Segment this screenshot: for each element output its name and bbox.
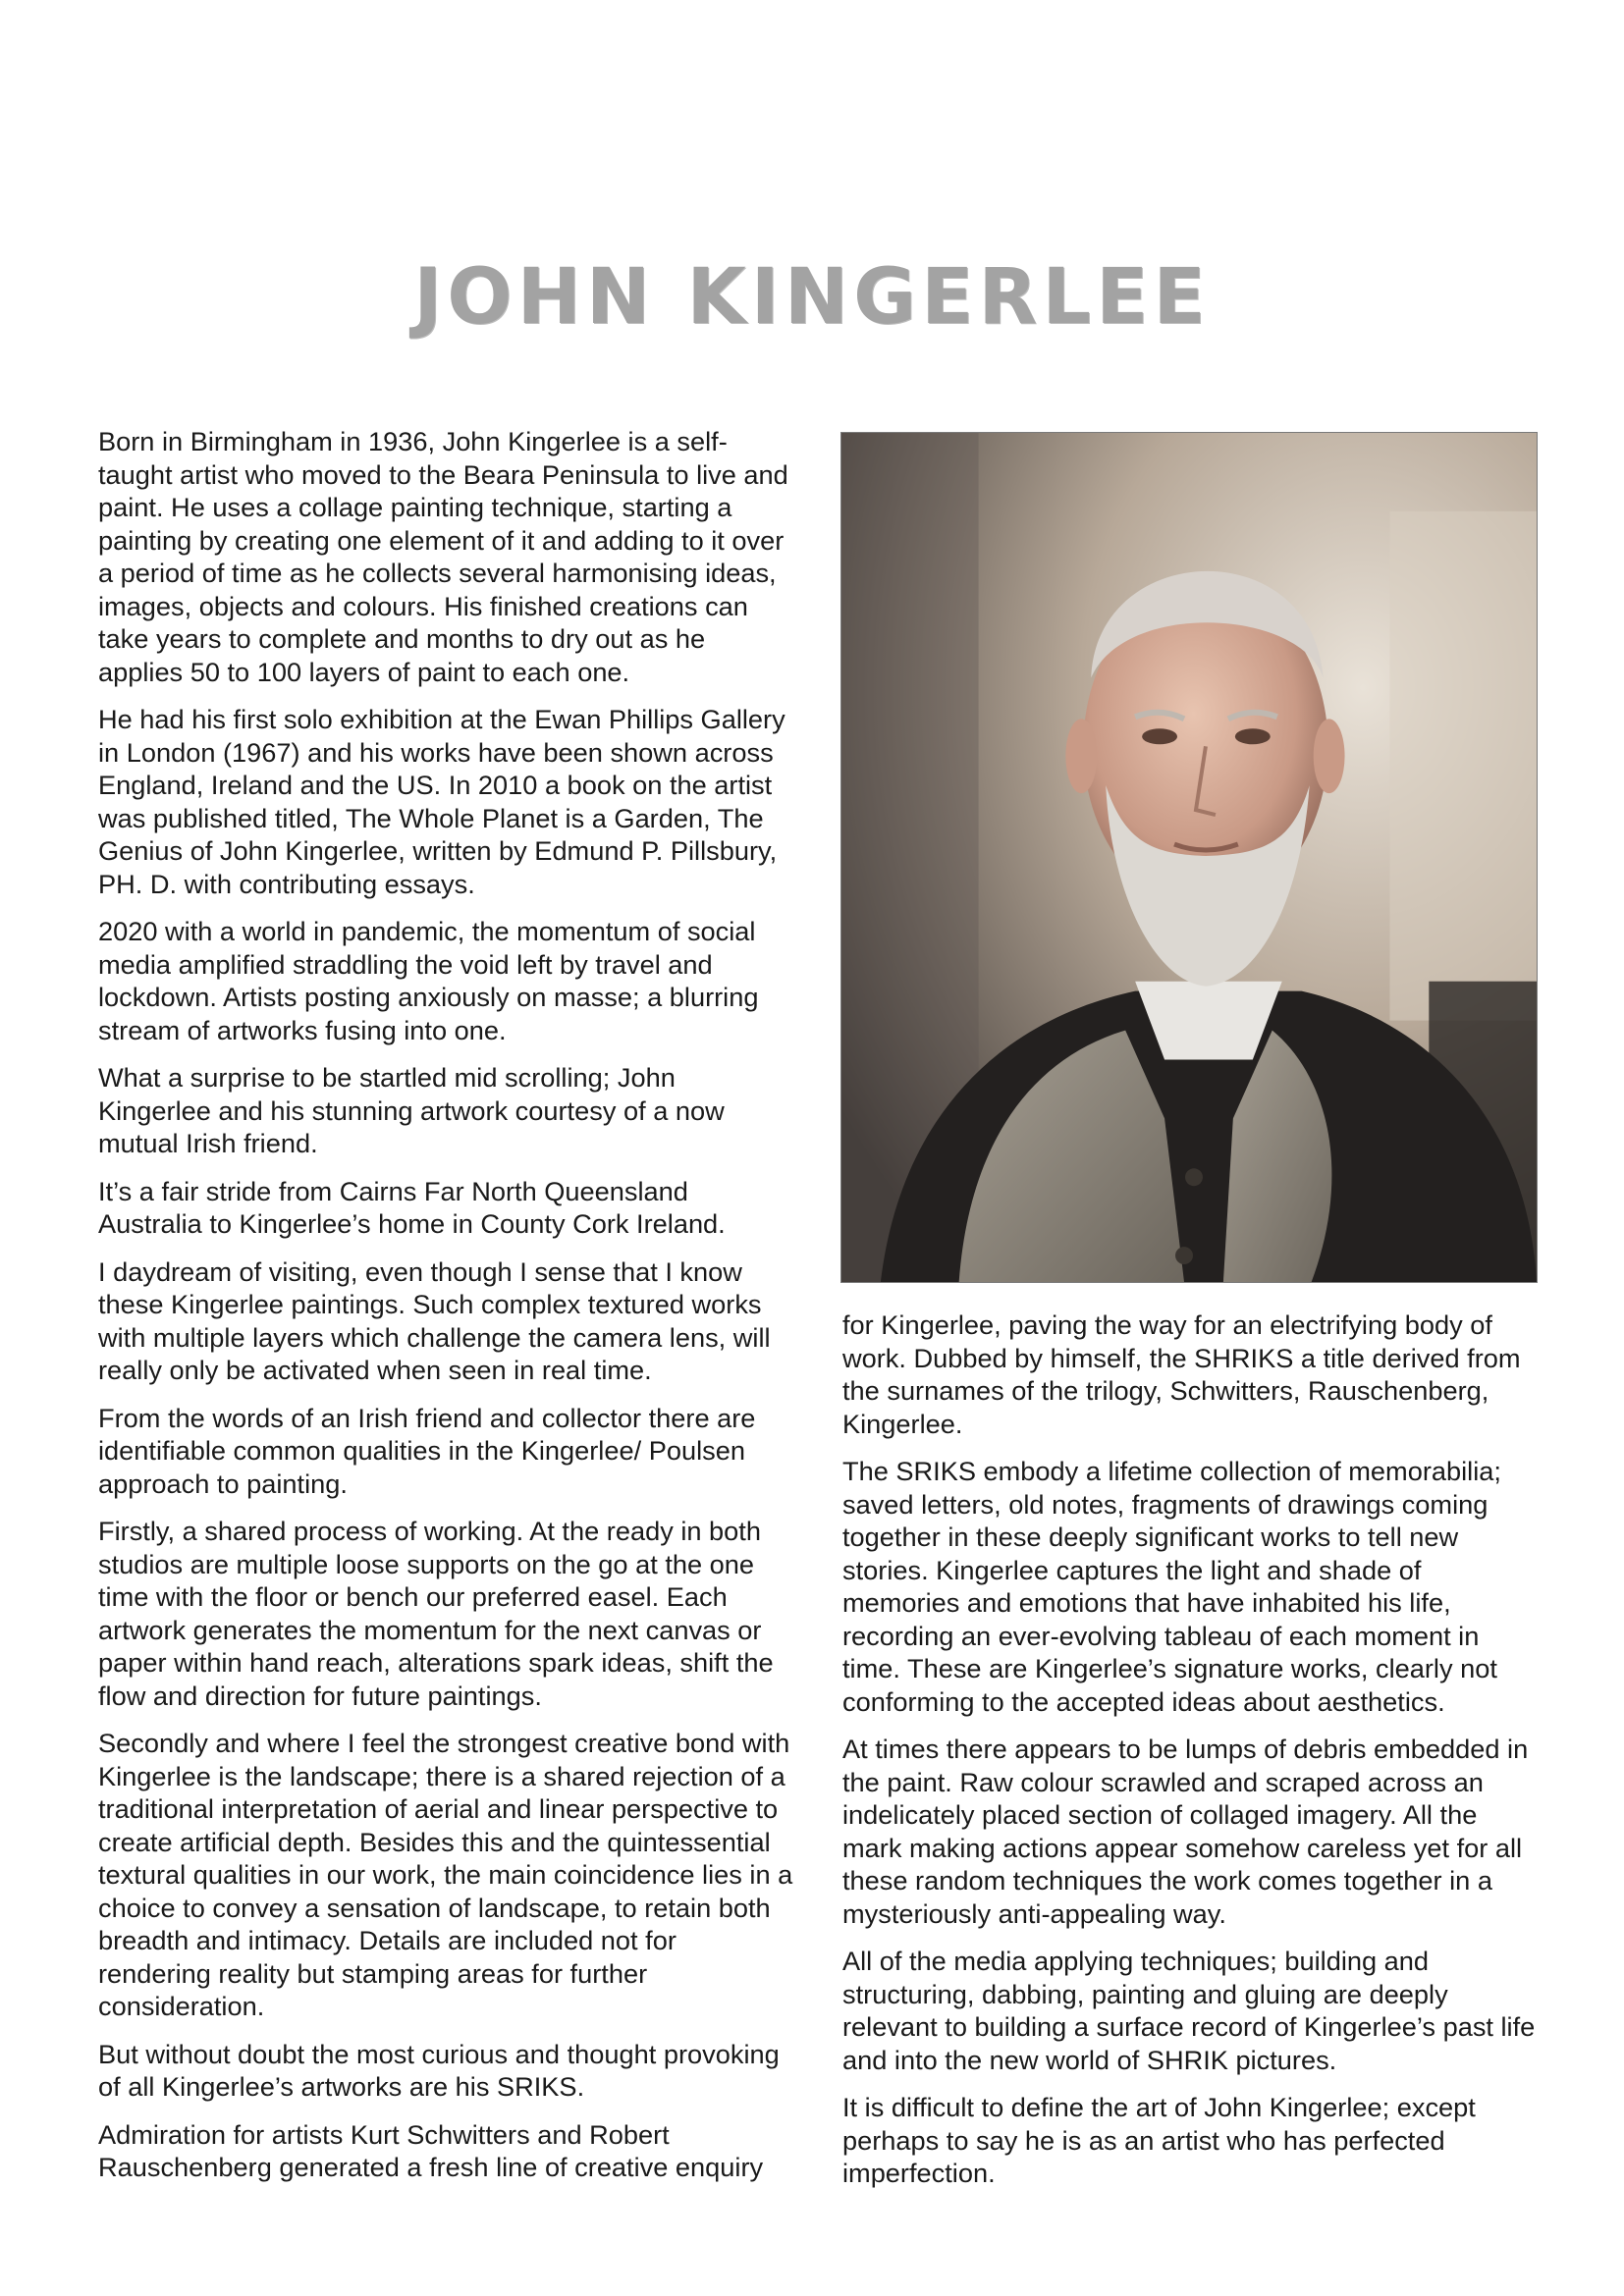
paragraph: Firstly, a shared process of working. At the ready in both studios are multiple loose supports on the go at the one time with the floor or bench our preferred easel. Each artwork generates the momentum for the next canvas or paper within hand reach, alterations spark ideas, shift the flow and direction for future paintings.	[98, 1516, 774, 1711]
paragraph: It is difficult to define the art of John Kingerlee; except perhaps to say he is as an artist who has perfected imperfection.	[842, 2092, 1476, 2188]
paragraph: Admiration for artists Kurt Schwitters and Robert Rauschenberg generated a fresh line of creative enquiry	[98, 2118, 764, 2182]
paragraph: At times there appears to be lumps of debris embedded in the paint. Raw colour scrawled and scraped across an indelicately placed section of collaged imagery. All the mark making actions appear somehow careless yet for all these random techniques the work comes together in a mysteriously anti-appealing way.	[842, 1734, 1529, 1929]
right-column	[842, 1308, 1542, 2205]
paragraph: 2020 with a world in pandemic, the momentum of social media amplified straddling the void left by travel and lockdown. Artists posting anxiously on masse; a blurring stream of artworks fusing into one.	[98, 916, 759, 1045]
paragraph: It’s a fair stride from Cairns Far North Queensland Australia to Kingerlee’s home in County Cork Ireland.	[98, 1175, 726, 1239]
paragraph: for Kingerlee, paving the way for an electrifying body of work. Dubbed by himself, the SHRIKS a title derived from the surnames of the trilogy, Schwitters, Rauschenberg, Kingerlee.	[842, 1309, 1521, 1439]
paragraph: All of the media applying techniques; building and structuring, dabbing, painting and gluing are deeply relevant to building a surface record of Kingerlee’s past life and into the new world of SHRIK pictures.	[842, 1946, 1536, 2075]
paragraph: Secondly and where I feel the strongest creative bond with Kingerlee is the landscape; there is a shared rejection of a traditional interpretation of aerial and linear perspective to create artificial depth. Besides this and the quintessential textural qualities in our work, the main coincidence lies in a choice to convey a sensation of landscape, to retain both breadth and intimacy. Details are included not for rendering reality but stamping areas for further consideration.	[98, 1728, 793, 2021]
paragraph: He had his first solo exhibition at the Ewan Phillips Gallery in London (1967) and his works have been shown across England, Ireland and the US. In 2010 a book on the artist was published titled, The Whole Planet is a Garden, The Genius of John Kingerlee, written by Edmund P. Pillsbury, PH. D. with contributing essays.	[98, 704, 785, 899]
paragraph: Born in Birmingham in 1936, John Kingerlee is a self-taught artist who moved to the Beara Peninsula to live and paint. He uses a collage painting technique, starting a painting by creating one element of it and adding to it over a period of time as he collects several harmonising ideas, images, objects and colours. His finished creations can take years to complete and months to dry out as he applies 50 to 100 layers of paint to each one.	[98, 426, 788, 687]
paragraph: From the words of an Irish friend and collector there are identifiable common qualities in the Kingerlee/ Poulsen approach to painting.	[98, 1402, 756, 1499]
left-column	[98, 425, 795, 2199]
portrait-illustration	[841, 433, 1537, 1282]
artist-portrait-photo	[840, 432, 1538, 1283]
paragraph: But without doubt the most curious and thought provoking of all Kingerlee’s artworks are his SRIKS.	[98, 2038, 780, 2102]
paragraph: I daydream of visiting, even though I sense that I know these Kingerlee paintings. Such complex textured works with multiple layers which challenge the camera lens, will really only be activated when seen in real time.	[98, 1255, 771, 1385]
paragraph: What a surprise to be startled mid scrolling; John Kingerlee and his stunning artwork courtesy of a now mutual Irish friend.	[98, 1062, 725, 1158]
page-title: JOHN KINGERLEE	[413, 253, 1211, 343]
paragraph: The SRIKS embody a lifetime collection of memorabilia; saved letters, old notes, fragments of drawings coming together in these deeply significant works to tell new stories. Kingerlee captures the light and shade of memories and emotions that have inhabited his life, recording an ever-evolving tableau of each moment in time. These are Kingerlee’s signature works, clearly not conforming to the accepted ideas about aesthetics.	[842, 1456, 1501, 1717]
